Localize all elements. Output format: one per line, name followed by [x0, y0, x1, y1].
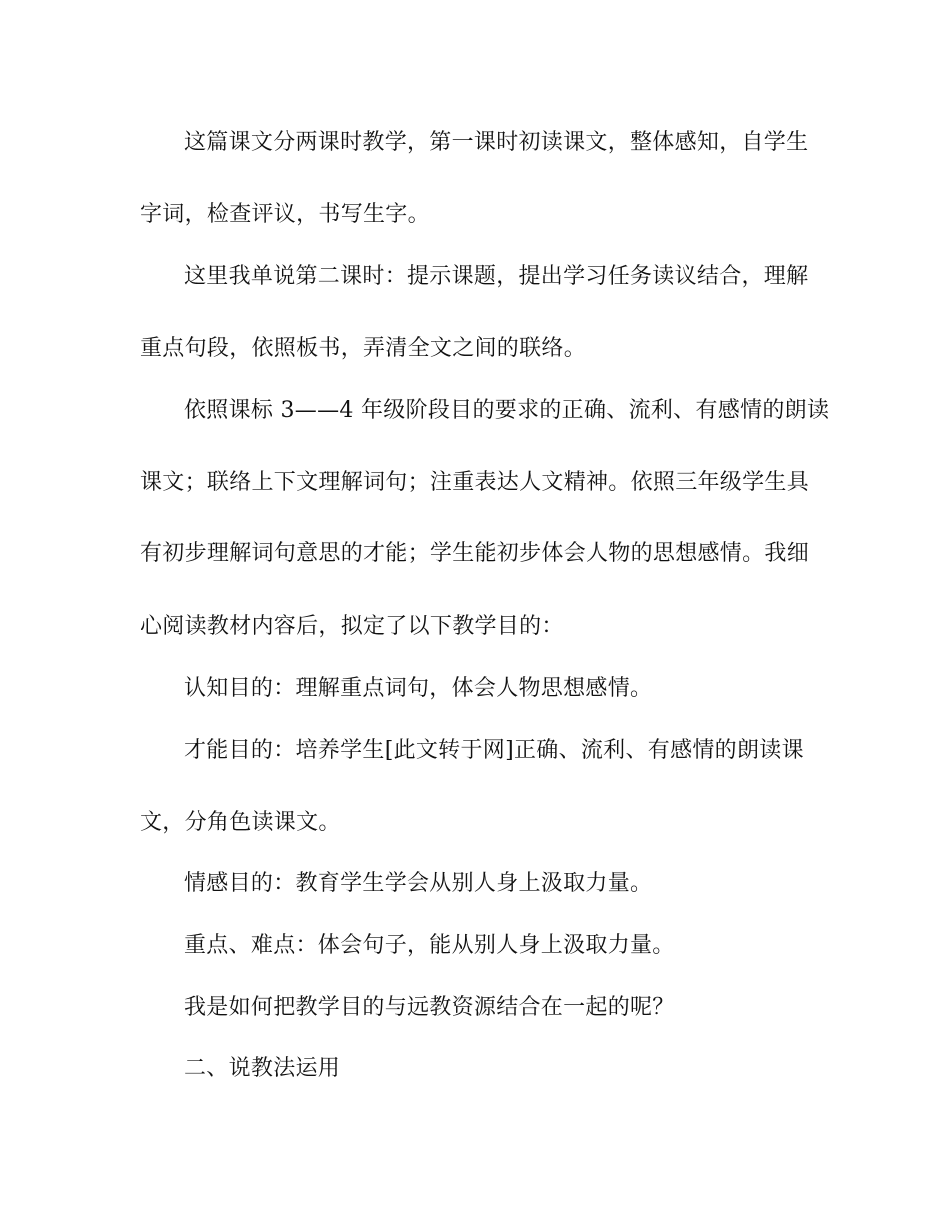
- paragraph-1-line-2: 字词，检查评议，书写生字。: [140, 202, 430, 227]
- paragraph-3-line-1: 依照课标 3——4 年级阶段目的要求的正确、流利、有感情的朗读: [184, 398, 830, 423]
- goal-cognitive: 认知目的：理解重点词句，体会人物思想感情。: [184, 676, 653, 701]
- goal-ability-line-1: 才能目的：培养学生[此文转于网]正确、流利、有感情的朗读课: [184, 738, 804, 763]
- goal-emotion: 情感目的：教育学生学会从别人身上汲取力量。: [184, 871, 653, 896]
- section-heading: 二、说教法运用: [184, 1056, 341, 1081]
- paragraph-3-line-2: 课文；联络上下文理解词句；注重表达人文精神。依照三年级学生具: [140, 470, 810, 495]
- goal-ability-line-2: 文，分角色读课文。: [140, 810, 341, 835]
- paragraph-3-line-3: 有初步理解词句意思的才能；学生能初步体会人物的思想感情。我细: [140, 541, 810, 566]
- paragraph-3-line-4: 心阅读教材内容后，拟定了以下教学目的：: [140, 614, 564, 639]
- paragraph-2-line-2: 重点句段，依照板书，弄清全文之间的联络。: [140, 336, 587, 361]
- paragraph-1-line-1: 这篇课文分两课时教学，第一课时初读课文，整体感知，自学生: [184, 130, 809, 155]
- key-difficulty: 重点、难点：体会句子，能从别人身上汲取力量。: [184, 933, 675, 958]
- paragraph-2-line-1: 这里我单说第二课时：提示课题，提出学习任务读议结合，理解: [184, 264, 809, 289]
- question-line: 我是如何把教学目的与远教资源结合在一起的呢？: [184, 995, 675, 1020]
